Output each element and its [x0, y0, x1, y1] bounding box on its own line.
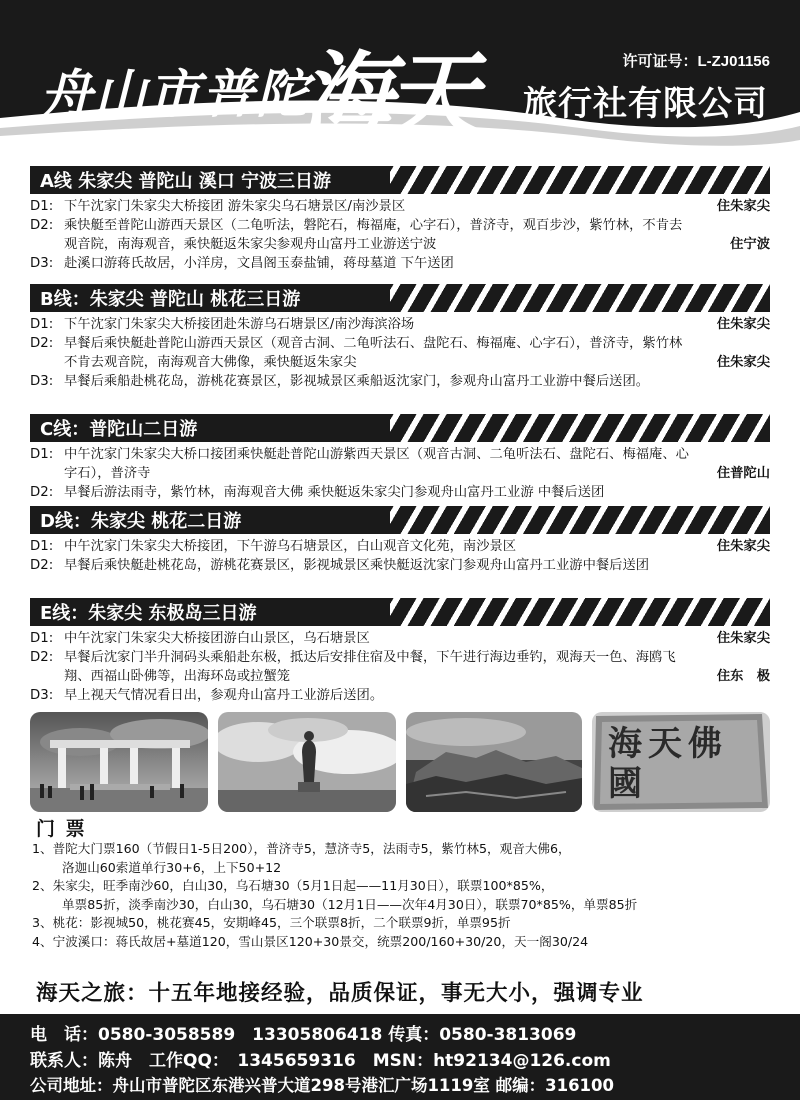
day-row: [30, 648, 770, 686]
license-number: 许可证号：L-ZJ01156: [622, 53, 770, 70]
route-a-section: [30, 166, 770, 273]
day-text: 早上视天气情况看日出，参观舟山富丹工业游后送团。: [64, 688, 384, 703]
day-row: [30, 372, 770, 391]
day-text: 早餐后乘快艇赴桃花岛，游桃花赛景区，影视城景区乘快艇返沈家门参观舟山富丹工业游中餐后送团: [64, 558, 650, 573]
ticket-line: 2、朱家尖，旺季南沙60，白山30，乌石塘30（5月1日起——11月30日），联票100*85%，: [32, 878, 554, 894]
stone-carving-text: 海天佛國: [608, 724, 728, 804]
day-stay: 住宁波: [730, 237, 770, 252]
route-c-section: [30, 414, 770, 502]
ticket-line-continued: 单票85折，淡季南沙30，白山30，乌石塘30（12月1日——次年4月30日），联票70*85%，单票85折: [62, 896, 638, 912]
day-label: D3:: [30, 374, 54, 389]
ticket-line: 4、宁波溪口：蒋氏故居+墓道120，雪山景区120+30景交，统票200/160+30/20，天一阁30/24: [32, 933, 589, 949]
guanyin-statue-photo: [218, 712, 396, 812]
route-title-bar: [30, 166, 770, 194]
day-stay: 住东 极: [716, 669, 770, 684]
day-row: [30, 537, 770, 556]
day-row: [30, 686, 770, 705]
ticket-item: [32, 877, 782, 914]
route-title: C线：普陀山二日游: [40, 419, 198, 440]
day-row: [30, 483, 770, 502]
day-stay: 住普陀山: [716, 466, 770, 481]
day-label: D2:: [30, 558, 54, 573]
day-text: 赴溪口游蒋氏故居，小洋房，文昌阁玉泰盐铺，蒋母墓道 下午送团: [64, 256, 454, 271]
day-text: 中午沈家门朱家尖大桥接团游白山景区，乌石塘景区: [64, 631, 370, 646]
stripe-decoration: [390, 506, 770, 534]
day-text: 下午沈家门朱家尖大桥接团赴朱游乌石塘景区/南沙海滨浴场: [64, 317, 415, 332]
route-d-section: [30, 506, 770, 575]
stripe-decoration: [390, 284, 770, 312]
header-banner: [0, 0, 800, 160]
day-row: [30, 556, 770, 575]
route-e-section: [30, 598, 770, 705]
day-label: D2:: [30, 336, 54, 351]
day-label: D1:: [30, 199, 54, 214]
day-label: D1:: [30, 447, 54, 462]
ticket-item: [32, 914, 782, 933]
day-row: [30, 197, 770, 216]
day-stay: 住朱家尖: [716, 539, 770, 554]
ticket-line-continued: 洛迦山60索道单行30+6，上下50+12: [62, 859, 282, 875]
ticket-item: [32, 933, 782, 952]
route-title: B线：朱家尖 普陀山 桃花三日游: [40, 289, 301, 310]
day-text: 早餐后游法雨寺，紫竹林，南海观音大佛 乘快艇返朱家尖门参观舟山富丹工业游 中餐后送团: [64, 485, 605, 500]
day-row: [30, 629, 770, 648]
route-title-bar: [30, 598, 770, 626]
stripe-decoration: [390, 414, 770, 442]
day-label: D1:: [30, 317, 54, 332]
day-label: D1:: [30, 631, 54, 646]
day-row: [30, 334, 770, 372]
rocky-coast-photo: [406, 712, 582, 812]
day-label: D1:: [30, 539, 54, 554]
day-label: D2:: [30, 218, 54, 233]
logo-text-zhoushan-putuo: 舟山市普陀: [40, 64, 311, 125]
day-text: 早餐后沈家门半升洞码头乘船赴东极，抵达后安排住宿及中餐，下午进行海边垂钓，观海天一色、海鸥飞翔、西福山卧佛等，出海环岛或拉蟹笼: [64, 650, 676, 684]
day-row: [30, 254, 770, 273]
day-label: D2:: [30, 485, 54, 500]
route-title: A线 朱家尖 普陀山 溪口 宁波三日游: [40, 171, 331, 192]
day-text: 中午沈家门朱家尖大桥接团，下午游乌石塘景区，白山观音文化苑，南沙景区: [64, 539, 517, 554]
day-stay: 住朱家尖: [716, 631, 770, 646]
route-title: E线：朱家尖 东极岛三日游: [40, 603, 257, 624]
ticket-line: 3、桃花：影视城50，桃花赛45，安期峰45，三个联票8折，二个联票9折，单票95折: [32, 915, 511, 931]
tickets-heading: 门 票: [36, 818, 87, 840]
day-text: 早餐后乘船赴桃花岛，游桃花赛景区，影视城景区乘船返沈家门，参观舟山富丹工业游中餐后送团。: [64, 374, 650, 389]
ticket-line: 1、普陀大门票160（节假日1-5日200），普济寺5，慧济寺5，法雨寺5，紫竹林5，观音大佛6，: [32, 841, 571, 856]
phone-fax-line: 电 话：0580-3058589 13305806418 传真：0580-3813069: [30, 1025, 577, 1045]
day-stay: 住朱家尖: [716, 355, 770, 370]
day-row: [30, 315, 770, 334]
logo-text-haitian: 海天: [300, 41, 473, 149]
address-line: 公司地址：舟山市普陀区东港兴普大道298号港汇广场1119室 邮编：316100: [30, 1076, 614, 1095]
company-name: 旅行社有限公司: [523, 84, 768, 124]
stripe-decoration: [390, 598, 770, 626]
route-title-bar: [30, 506, 770, 534]
day-text: 早餐后乘快艇赴普陀山游西天景区（观音古洞、二龟听法石、盘陀石、梅福庵、心字石），普济寺，紫竹林不肯去观音院，南海观音大佛像，乘快艇返朱家尖: [64, 336, 683, 370]
route-title: D线：朱家尖 桃花二日游: [40, 511, 242, 532]
contact-footer: [0, 1014, 800, 1100]
route-title-bar: [30, 284, 770, 312]
contact-person-line: 联系人：陈舟 工作QQ： 1345659316 MSN：ht92134@126.com: [30, 1051, 611, 1071]
day-label: D3:: [30, 256, 54, 271]
day-text: 乘快艇至普陀山游西天景区（二龟听法，磐陀石，梅福庵，心字石），普济寺，观百步沙，紫竹林，不肯去观音院，南海观音，乘快艇返朱家尖参观舟山富丹工业游送宁波: [64, 218, 683, 252]
slogan: 海天之旅：十五年地接经验，品质保证，事无大小，强调专业: [36, 981, 644, 1006]
day-text: 中午沈家门朱家尖大桥口接团乘快艇赴普陀山游紫西天景区（观音古洞、二龟听法石、盘陀石、梅福庵、心字石），普济寺: [64, 447, 689, 481]
day-stay: 住朱家尖: [716, 317, 770, 332]
stone-carving-photo: [592, 712, 770, 812]
ticket-list: [32, 840, 782, 952]
day-row: [30, 216, 770, 254]
route-b-section: [30, 284, 770, 391]
route-title-bar: [30, 414, 770, 442]
stripe-decoration: [390, 166, 770, 194]
day-text: 下午沈家门朱家尖大桥接团 游朱家尖乌石塘景区/南沙景区: [64, 199, 406, 214]
day-label: D2:: [30, 650, 54, 665]
day-row: [30, 445, 770, 483]
photo-strip: [30, 712, 770, 812]
ticket-item: [32, 840, 782, 877]
temple-gate-photo: [30, 712, 208, 812]
day-stay: 住朱家尖: [716, 199, 770, 214]
day-label: D3:: [30, 688, 54, 703]
